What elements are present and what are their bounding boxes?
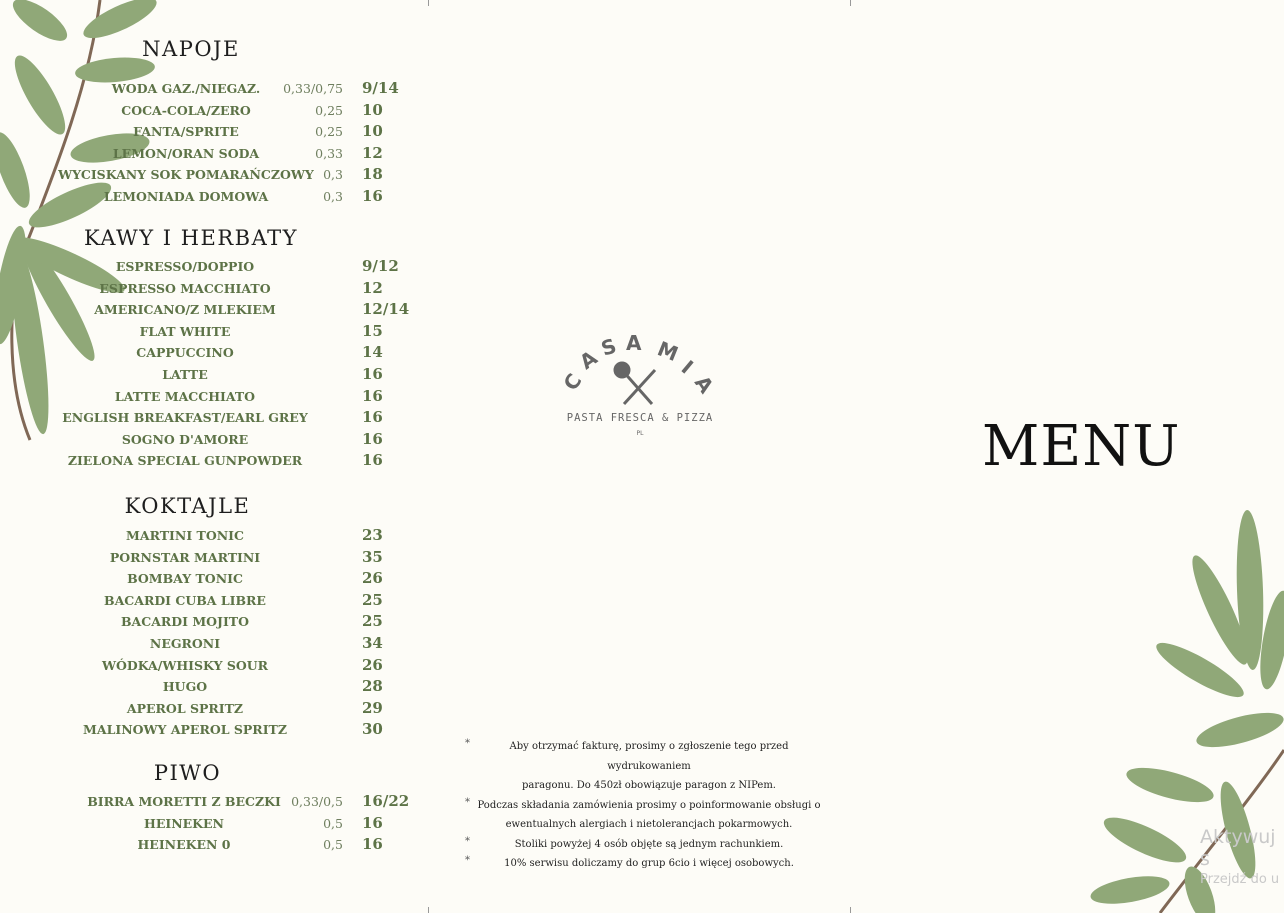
note-line: ewentualnych alergiach i nietolerancjach pokarmowych. [505,819,793,830]
menu-item-name: AMERICANO/Z MLEKIEM [94,302,276,318]
menu-item-name: WÓDKA/WHISKY SOUR [101,657,269,673]
menu-item-price: 16/22 [362,792,410,810]
menu-item-price: 29 [362,698,383,717]
menu-item [0,189,430,209]
menu-item-name: MALINOWY APEROL SPRITZ [83,722,287,738]
menu-item-price: 30 [362,720,383,739]
menu-item-name: HEINEKEN [144,815,224,831]
menu-item-name: HEINEKEN 0 [137,837,231,853]
menu-item [0,794,430,814]
section-title-koktajle: KOKTAJLE [124,494,251,518]
menu-item-price: 16 [362,813,383,832]
section-title-kawy: KAWY I HERBATY [83,226,299,250]
menu-item-price: 35 [362,547,383,566]
fold-mark [850,907,851,913]
menu-item-name: BOMBAY TONIC [127,571,243,587]
menu-item [0,722,430,742]
note-line: Podczas składania zamówienia prosimy o poinformowanie obsługi o [477,799,821,811]
menu-item-price: 16 [362,408,383,427]
menu-item-volume: 0,33 [315,145,343,161]
activation-watermark [1200,826,1284,887]
menu-item-price: 16 [362,429,383,448]
menu-item [0,345,430,365]
menu-item-price: 18 [362,165,383,184]
menu-item-price: 12 [362,143,383,162]
menu-item-price: 25 [362,590,383,609]
menu-item-name: BACARDI MOJITO [120,614,249,630]
menu-item-price: 16 [362,451,383,470]
menu-item-name: ESPRESSO/DOPPIO [115,259,255,274]
menu-item-name: ENGLISH BREAKFAST/EARL GREY [62,410,308,426]
menu-item-name: PORNSTAR MARTINI [109,549,261,565]
note-asterisk: * [465,796,470,808]
menu-item-name: WYCISKANY SOK POMARAŃCZOWY [58,167,314,183]
menu-item [0,614,430,634]
menu-item [0,321,430,344]
menu-item [0,167,430,187]
menu-item-name: BACARDI CUBA LIBRE [104,592,266,608]
menu-item-price: 14 [362,343,383,362]
menu-item-name: FANTA/SPRITE [133,124,239,140]
menu-item [0,81,430,101]
menu-item-name: LEMON/ORAN SODA [112,145,260,161]
watermark-line-2: Przejdź do u [1200,872,1280,887]
menu-title: MENU [982,414,1181,479]
note-line: 10% serwisu doliczamy do grup 6cio i więcej osobowych. [504,858,794,869]
logo-tagline: PASTA FRESCA & PIZZA [566,412,714,424]
logo-letter: S [598,333,620,361]
menu-item-price: 10 [362,100,383,119]
note-asterisk: * [465,835,470,847]
logo-letter: I [676,355,698,379]
menu-item-price: 28 [362,677,383,696]
menu-item-name: APEROL SPRITZ [126,700,244,716]
menu-item [0,547,430,570]
menu-item-price: 9/12 [362,257,399,275]
note [463,737,823,796]
menu-item [0,590,430,613]
menu-item [0,386,430,409]
menu-item-price: 25 [362,612,383,631]
menu-item-name: ZIELONA SPECIAL GUNPOWDER [67,453,303,469]
note-asterisk: * [465,855,470,866]
logo-letter: C [560,369,587,395]
menu-item-price: 15 [362,321,383,340]
menu-item [0,278,430,301]
menu-item-price: 16 [362,187,383,205]
menu-item [0,571,430,591]
note-asterisk: * [465,738,470,749]
logo-graphic [560,330,720,440]
logo-letter: A [575,345,602,375]
menu-item-volume: 0,5 [323,837,343,853]
menu-item [0,143,430,166]
menu-item-name: COCA-COLA/ZERO [121,102,251,118]
menu-item-volume: 0,25 [315,102,343,118]
watermark-line-1: Aktywuj s [1200,826,1276,870]
note [463,835,823,855]
menu-item-price: 23 [362,526,383,544]
menu-item-volume: 0,25 [315,124,343,140]
menu-item-price: 26 [362,655,383,674]
menu-item [0,124,430,144]
note-line: Aby otrzymać fakturę, prosimy o zgłoszenie tego przed wydrukowaniem [509,741,789,772]
menu-item-price: 26 [362,569,383,588]
menu-item-name: WODA GAZ./NIEGAZ. [111,81,261,96]
menu-item [0,429,430,452]
menu-item-price: 34 [362,634,383,652]
section-title-napoje: NAPOJE [142,37,240,61]
logo-suffix: PL [636,430,644,437]
menu-item-volume: 0,33/0,5 [291,794,343,809]
section-title-piwo: PIWO [153,761,222,785]
menu-item [0,698,430,721]
menu-item-name: BIRRA MORETTI Z BECZKI [87,794,281,809]
menu-item-name: NEGRONI [149,636,221,651]
menu-item [0,528,430,548]
menu-item [0,259,430,279]
menu-item [0,453,430,473]
note-line: Stoliki powyżej 4 osób objęte są jednym rachunkiem. [514,838,784,850]
menu-item-volume: 0,3 [323,167,343,183]
menu-item-price: 9/14 [362,79,399,97]
menu-item-name: HUGO [162,679,208,695]
note [463,796,823,835]
fold-mark [850,0,851,6]
menu-item [0,100,430,123]
menu-item-price: 16 [362,365,383,383]
menu-item-volume: 0,3 [323,189,343,204]
casa-mia-logo [560,330,720,440]
menu-item-name: CAPPUCCINO [136,345,234,361]
menu-item-price: 12 [362,278,383,297]
menu-item-volume: 0,33/0,75 [283,81,343,96]
menu-item [0,655,430,678]
menu-item-price: 16 [362,835,383,854]
menu-item [0,813,430,836]
menu-item-name: LATTE [162,367,208,382]
menu-item-name: LATTE MACCHIATO [114,388,256,404]
menu-item-price: 10 [362,122,383,141]
logo-letter: A [689,371,719,398]
menu-item [0,410,430,430]
menu-item [0,636,430,656]
note [463,854,823,874]
note-line: paragonu. Do 450zł obowiązuje paragon z NIPem. [522,780,776,791]
menu-item-price: 12/14 [362,300,410,319]
menu-item [0,302,430,322]
logo-letter: M [654,336,682,367]
logo-letter: A [626,331,642,355]
menu-item [0,367,430,387]
menu-item-name: ESPRESSO MACCHIATO [99,280,271,296]
menu-item [0,837,430,857]
menu-item-name: FLAT WHITE [139,323,231,339]
left-panel [0,0,430,913]
menu-item-name: SOGNO D'AMORE [121,431,249,447]
menu-item-price: 16 [362,386,383,405]
menu-item [0,679,430,699]
menu-item-name: LEMONIADA DOMOWA [103,189,269,204]
menu-item-name: MARTINI TONIC [126,528,244,543]
menu-item-volume: 0,5 [323,815,343,831]
notes-section [463,737,823,874]
